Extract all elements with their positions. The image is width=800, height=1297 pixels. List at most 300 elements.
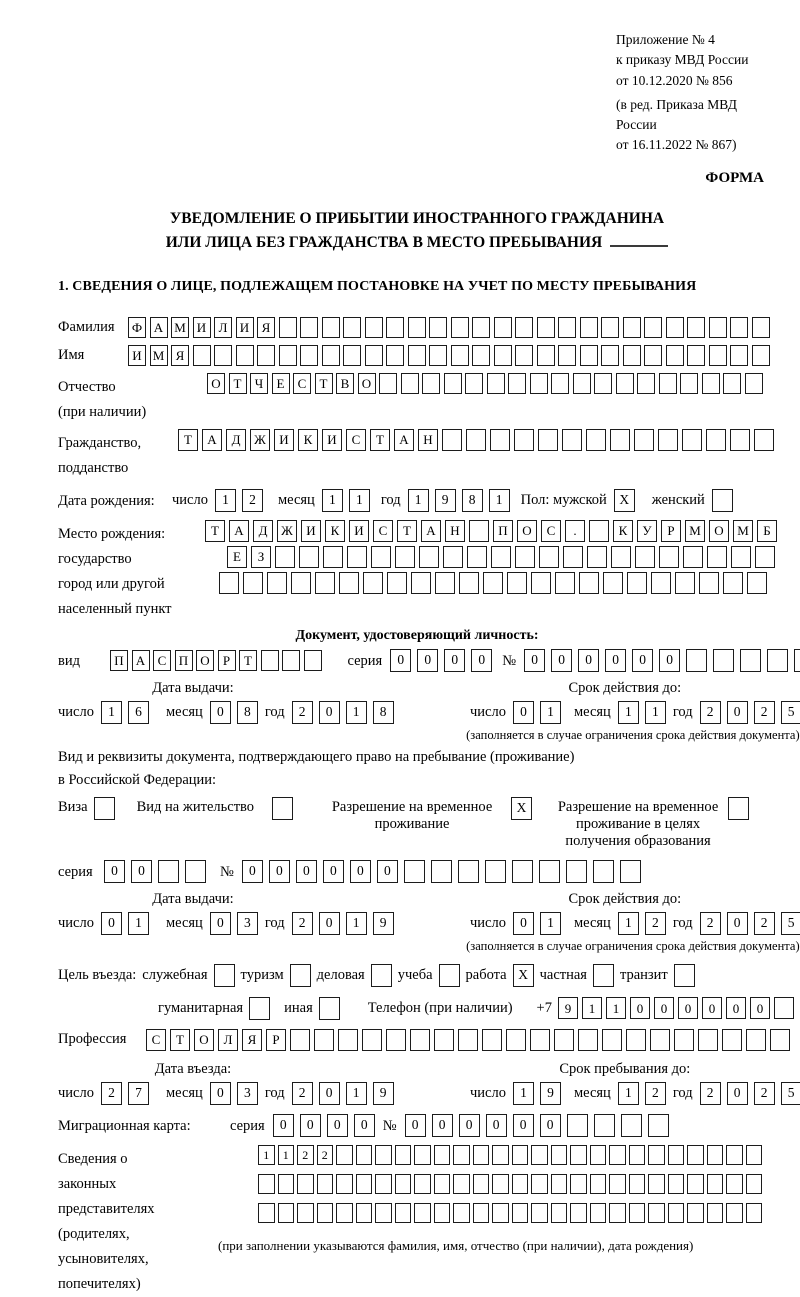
char-cell[interactable] (668, 1174, 685, 1194)
char-cell[interactable]: 1 (645, 701, 666, 724)
char-cell[interactable]: С (373, 520, 393, 542)
purpose-private-checkbox[interactable] (593, 964, 614, 987)
char-cell[interactable] (214, 345, 232, 366)
char-cell[interactable] (573, 373, 591, 394)
char-cell[interactable] (314, 1029, 334, 1051)
birth-place-row3-cells[interactable] (219, 572, 777, 594)
char-cell[interactable]: Н (445, 520, 465, 542)
char-cell[interactable] (746, 1029, 766, 1051)
char-cell[interactable] (601, 317, 619, 338)
char-cell[interactable] (258, 1174, 275, 1194)
char-cell[interactable] (458, 860, 479, 883)
char-cell[interactable] (770, 1029, 790, 1051)
char-cell[interactable]: 0 (750, 997, 770, 1019)
char-cell[interactable] (648, 1145, 665, 1165)
char-cell[interactable]: Д (226, 429, 246, 451)
purpose-study-checkbox[interactable] (439, 964, 460, 987)
char-cell[interactable]: 9 (373, 1082, 394, 1105)
char-cell[interactable]: 8 (373, 701, 394, 724)
char-cell[interactable] (515, 317, 533, 338)
char-cell[interactable] (713, 649, 734, 672)
profession-cells[interactable] (146, 1029, 790, 1051)
char-cell[interactable] (726, 1203, 743, 1223)
char-cell[interactable] (658, 429, 678, 451)
char-cell[interactable]: 9 (558, 997, 578, 1019)
char-cell[interactable] (473, 1145, 490, 1165)
char-cell[interactable] (687, 345, 705, 366)
char-cell[interactable]: А (229, 520, 249, 542)
char-cell[interactable] (279, 317, 297, 338)
char-cell[interactable]: Д (253, 520, 273, 542)
char-cell[interactable]: З (251, 546, 271, 568)
citizenship-cells[interactable] (178, 429, 774, 451)
char-cell[interactable] (594, 373, 612, 394)
char-cell[interactable] (623, 317, 641, 338)
char-cell[interactable] (494, 345, 512, 366)
char-cell[interactable] (472, 345, 490, 366)
purpose-work-checkbox[interactable]: X (513, 964, 534, 987)
char-cell[interactable]: Я (242, 1029, 262, 1051)
migration-series-cells[interactable] (273, 1114, 375, 1137)
char-cell[interactable] (386, 1029, 406, 1051)
char-cell[interactable]: 1 (489, 489, 510, 512)
char-cell[interactable]: 1 (618, 701, 639, 724)
char-cell[interactable]: 8 (237, 701, 258, 724)
char-cell[interactable]: 9 (373, 912, 394, 935)
char-cell[interactable]: 0 (101, 912, 122, 935)
residence-permit-checkbox[interactable] (272, 797, 293, 820)
char-cell[interactable]: 2 (645, 1082, 666, 1105)
char-cell[interactable]: Т (178, 429, 198, 451)
char-cell[interactable]: 2 (292, 912, 313, 935)
char-cell[interactable]: Т (229, 373, 247, 394)
char-cell[interactable]: 0 (210, 701, 231, 724)
char-cell[interactable]: 1 (618, 912, 639, 935)
char-cell[interactable] (537, 345, 555, 366)
char-cell[interactable] (395, 1145, 412, 1165)
char-cell[interactable] (675, 572, 695, 594)
char-cell[interactable] (746, 1145, 763, 1165)
char-cell[interactable] (386, 317, 404, 338)
char-cell[interactable] (562, 429, 582, 451)
char-cell[interactable] (698, 1029, 718, 1051)
char-cell[interactable] (442, 429, 462, 451)
birth-month-cells[interactable] (322, 489, 370, 512)
char-cell[interactable] (507, 572, 527, 594)
char-cell[interactable] (336, 1174, 353, 1194)
char-cell[interactable] (570, 1203, 587, 1223)
gender-male-checkbox[interactable]: X (614, 489, 635, 512)
char-cell[interactable] (261, 650, 279, 671)
permit-valid-month-cells[interactable] (618, 912, 666, 935)
char-cell[interactable] (414, 1145, 431, 1165)
char-cell[interactable] (453, 1203, 470, 1223)
purpose-humanitarian-checkbox[interactable] (249, 997, 270, 1020)
char-cell[interactable]: И (236, 317, 254, 338)
char-cell[interactable]: 0 (377, 860, 398, 883)
char-cell[interactable] (699, 572, 719, 594)
char-cell[interactable] (651, 572, 671, 594)
char-cell[interactable]: 0 (444, 649, 465, 672)
char-cell[interactable] (767, 649, 788, 672)
char-cell[interactable] (444, 373, 462, 394)
char-cell[interactable] (278, 1174, 295, 1194)
char-cell[interactable] (755, 546, 775, 568)
char-cell[interactable] (567, 1114, 588, 1137)
char-cell[interactable] (590, 1174, 607, 1194)
char-cell[interactable] (362, 1029, 382, 1051)
char-cell[interactable]: 0 (319, 912, 340, 935)
purpose-transit-checkbox[interactable] (674, 964, 695, 987)
purpose-tourism-checkbox[interactable] (290, 964, 311, 987)
char-cell[interactable]: Р (266, 1029, 286, 1051)
char-cell[interactable] (483, 572, 503, 594)
char-cell[interactable] (485, 860, 506, 883)
char-cell[interactable] (666, 317, 684, 338)
char-cell[interactable] (754, 429, 774, 451)
char-cell[interactable] (185, 860, 206, 883)
char-cell[interactable]: А (132, 650, 150, 671)
char-cell[interactable] (491, 546, 511, 568)
char-cell[interactable] (746, 1174, 763, 1194)
char-cell[interactable] (554, 1029, 574, 1051)
char-cell[interactable] (410, 1029, 430, 1051)
char-cell[interactable] (408, 317, 426, 338)
char-cell[interactable] (707, 1174, 724, 1194)
char-cell[interactable]: И (322, 429, 342, 451)
char-cell[interactable]: С (346, 429, 366, 451)
char-cell[interactable] (723, 373, 741, 394)
char-cell[interactable] (422, 373, 440, 394)
phone-cells[interactable] (558, 997, 794, 1019)
char-cell[interactable] (401, 373, 419, 394)
char-cell[interactable] (747, 572, 767, 594)
permit-issue-year-cells[interactable] (292, 912, 394, 935)
char-cell[interactable]: 0 (630, 997, 650, 1019)
char-cell[interactable] (551, 1203, 568, 1223)
char-cell[interactable]: 1 (278, 1145, 295, 1165)
birth-day-cells[interactable] (215, 489, 263, 512)
char-cell[interactable] (414, 1174, 431, 1194)
char-cell[interactable] (339, 572, 359, 594)
char-cell[interactable] (304, 650, 322, 671)
char-cell[interactable]: 0 (296, 860, 317, 883)
char-cell[interactable] (467, 546, 487, 568)
permit-issue-month-cells[interactable] (210, 912, 258, 935)
entry-month-cells[interactable] (210, 1082, 258, 1105)
char-cell[interactable]: С (293, 373, 311, 394)
char-cell[interactable]: Т (397, 520, 417, 542)
char-cell[interactable] (451, 317, 469, 338)
char-cell[interactable]: С (541, 520, 561, 542)
char-cell[interactable] (347, 546, 367, 568)
char-cell[interactable] (687, 1203, 704, 1223)
char-cell[interactable]: 2 (700, 912, 721, 935)
char-cell[interactable]: 1 (582, 997, 602, 1019)
char-cell[interactable] (623, 345, 641, 366)
char-cell[interactable] (453, 1145, 470, 1165)
char-cell[interactable] (257, 345, 275, 366)
char-cell[interactable]: С (146, 1029, 166, 1051)
char-cell[interactable] (414, 1203, 431, 1223)
char-cell[interactable] (291, 572, 311, 594)
char-cell[interactable]: 0 (354, 1114, 375, 1137)
char-cell[interactable]: 0 (300, 1114, 321, 1137)
char-cell[interactable]: 1 (128, 912, 149, 935)
char-cell[interactable]: 8 (462, 489, 483, 512)
identity-doc-number-cells[interactable] (524, 649, 800, 672)
char-cell[interactable]: 0 (210, 1082, 231, 1105)
char-cell[interactable] (531, 1174, 548, 1194)
char-cell[interactable] (429, 345, 447, 366)
char-cell[interactable] (578, 1029, 598, 1051)
char-cell[interactable] (709, 317, 727, 338)
permit-valid-day-cells[interactable] (513, 912, 561, 935)
char-cell[interactable] (300, 345, 318, 366)
char-cell[interactable] (566, 860, 587, 883)
char-cell[interactable] (487, 373, 505, 394)
char-cell[interactable] (746, 1203, 763, 1223)
char-cell[interactable] (621, 1114, 642, 1137)
char-cell[interactable] (365, 317, 383, 338)
char-cell[interactable] (434, 1145, 451, 1165)
char-cell[interactable]: 0 (678, 997, 698, 1019)
char-cell[interactable] (451, 345, 469, 366)
char-cell[interactable] (706, 429, 726, 451)
char-cell[interactable] (343, 317, 361, 338)
char-cell[interactable] (629, 1203, 646, 1223)
char-cell[interactable] (297, 1203, 314, 1223)
char-cell[interactable]: 0 (273, 1114, 294, 1137)
purpose-other-checkbox[interactable] (319, 997, 340, 1020)
char-cell[interactable] (322, 345, 340, 366)
char-cell[interactable]: И (301, 520, 321, 542)
char-cell[interactable]: А (394, 429, 414, 451)
char-cell[interactable]: 2 (700, 701, 721, 724)
char-cell[interactable] (686, 649, 707, 672)
char-cell[interactable]: 0 (390, 649, 411, 672)
char-cell[interactable] (707, 1203, 724, 1223)
identity-doc-series-cells[interactable] (390, 649, 492, 672)
char-cell[interactable] (473, 1174, 490, 1194)
char-cell[interactable] (602, 1029, 622, 1051)
char-cell[interactable] (666, 345, 684, 366)
char-cell[interactable] (492, 1174, 509, 1194)
char-cell[interactable] (558, 317, 576, 338)
char-cell[interactable] (723, 572, 743, 594)
char-cell[interactable] (158, 860, 179, 883)
char-cell[interactable] (356, 1145, 373, 1165)
char-cell[interactable]: Ж (277, 520, 297, 542)
char-cell[interactable]: 1 (540, 912, 561, 935)
char-cell[interactable] (429, 317, 447, 338)
char-cell[interactable] (282, 650, 300, 671)
char-cell[interactable]: 0 (727, 1082, 748, 1105)
permit-number-cells[interactable] (242, 860, 641, 883)
surname-cells[interactable] (128, 317, 770, 338)
char-cell[interactable] (601, 345, 619, 366)
char-cell[interactable] (551, 1145, 568, 1165)
char-cell[interactable]: 0 (104, 860, 125, 883)
char-cell[interactable]: Л (214, 317, 232, 338)
char-cell[interactable] (539, 546, 559, 568)
char-cell[interactable]: 0 (417, 649, 438, 672)
char-cell[interactable] (236, 345, 254, 366)
char-cell[interactable] (537, 317, 555, 338)
char-cell[interactable] (740, 649, 761, 672)
permit-issue-day-cells[interactable] (101, 912, 149, 935)
char-cell[interactable] (620, 860, 641, 883)
char-cell[interactable] (752, 317, 770, 338)
char-cell[interactable]: 0 (269, 860, 290, 883)
char-cell[interactable]: Я (171, 345, 189, 366)
char-cell[interactable]: 0 (632, 649, 653, 672)
char-cell[interactable] (290, 1029, 310, 1051)
char-cell[interactable] (707, 1145, 724, 1165)
char-cell[interactable]: 0 (513, 912, 534, 935)
char-cell[interactable]: 0 (319, 1082, 340, 1105)
char-cell[interactable] (579, 572, 599, 594)
char-cell[interactable] (323, 546, 343, 568)
char-cell[interactable]: О (358, 373, 376, 394)
identity-issue-month-cells[interactable] (210, 701, 258, 724)
char-cell[interactable] (506, 1029, 526, 1051)
char-cell[interactable]: А (202, 429, 222, 451)
char-cell[interactable]: И (274, 429, 294, 451)
char-cell[interactable]: И (349, 520, 369, 542)
char-cell[interactable]: 0 (551, 649, 572, 672)
char-cell[interactable] (338, 1029, 358, 1051)
char-cell[interactable] (356, 1203, 373, 1223)
identity-valid-day-cells[interactable] (513, 701, 561, 724)
char-cell[interactable] (730, 345, 748, 366)
char-cell[interactable] (386, 345, 404, 366)
char-cell[interactable] (674, 1029, 694, 1051)
char-cell[interactable]: 1 (540, 701, 561, 724)
char-cell[interactable] (635, 546, 655, 568)
char-cell[interactable]: 1 (101, 701, 122, 724)
char-cell[interactable]: 0 (513, 1114, 534, 1137)
char-cell[interactable]: 2 (101, 1082, 122, 1105)
char-cell[interactable] (648, 1114, 669, 1137)
char-cell[interactable] (531, 572, 551, 594)
char-cell[interactable]: 5 (781, 1082, 800, 1105)
char-cell[interactable]: О (194, 1029, 214, 1051)
char-cell[interactable]: 1 (618, 1082, 639, 1105)
char-cell[interactable] (458, 1029, 478, 1051)
char-cell[interactable]: 2 (292, 701, 313, 724)
char-cell[interactable] (375, 1174, 392, 1194)
char-cell[interactable]: 0 (319, 701, 340, 724)
char-cell[interactable] (512, 1203, 529, 1223)
char-cell[interactable] (375, 1203, 392, 1223)
entry-day-cells[interactable] (101, 1082, 149, 1105)
char-cell[interactable] (336, 1203, 353, 1223)
char-cell[interactable] (395, 1174, 412, 1194)
char-cell[interactable] (267, 572, 287, 594)
char-cell[interactable] (726, 1174, 743, 1194)
char-cell[interactable]: 1 (346, 1082, 367, 1105)
char-cell[interactable] (687, 1145, 704, 1165)
char-cell[interactable] (551, 1174, 568, 1194)
char-cell[interactable] (587, 546, 607, 568)
char-cell[interactable] (659, 546, 679, 568)
char-cell[interactable]: 3 (237, 912, 258, 935)
char-cell[interactable] (616, 373, 634, 394)
char-cell[interactable]: 2 (754, 701, 775, 724)
char-cell[interactable] (469, 520, 489, 542)
char-cell[interactable] (687, 1174, 704, 1194)
migration-number-cells[interactable] (405, 1114, 669, 1137)
char-cell[interactable]: 0 (654, 997, 674, 1019)
identity-doc-kind-cells[interactable] (110, 650, 322, 671)
char-cell[interactable]: К (325, 520, 345, 542)
char-cell[interactable] (243, 572, 263, 594)
representatives-row3-cells[interactable] (258, 1203, 762, 1223)
char-cell[interactable]: 0 (726, 997, 746, 1019)
char-cell[interactable] (512, 1174, 529, 1194)
stay-day-cells[interactable] (513, 1082, 561, 1105)
char-cell[interactable]: 0 (242, 860, 263, 883)
char-cell[interactable] (609, 1145, 626, 1165)
char-cell[interactable] (193, 345, 211, 366)
char-cell[interactable]: Е (227, 546, 247, 568)
char-cell[interactable] (709, 345, 727, 366)
char-cell[interactable]: 2 (700, 1082, 721, 1105)
char-cell[interactable] (539, 860, 560, 883)
char-cell[interactable]: 0 (659, 649, 680, 672)
char-cell[interactable] (610, 429, 630, 451)
char-cell[interactable] (278, 1203, 295, 1223)
char-cell[interactable] (482, 1029, 502, 1051)
char-cell[interactable] (508, 373, 526, 394)
char-cell[interactable] (648, 1174, 665, 1194)
char-cell[interactable] (702, 373, 720, 394)
char-cell[interactable] (634, 429, 654, 451)
char-cell[interactable] (279, 345, 297, 366)
char-cell[interactable]: 0 (578, 649, 599, 672)
char-cell[interactable]: П (110, 650, 128, 671)
char-cell[interactable] (650, 1029, 670, 1051)
char-cell[interactable]: О (207, 373, 225, 394)
char-cell[interactable] (336, 1145, 353, 1165)
char-cell[interactable] (512, 860, 533, 883)
char-cell[interactable] (590, 1203, 607, 1223)
char-cell[interactable]: А (150, 317, 168, 338)
char-cell[interactable] (586, 429, 606, 451)
char-cell[interactable] (434, 1029, 454, 1051)
char-cell[interactable] (530, 373, 548, 394)
char-cell[interactable] (637, 373, 655, 394)
char-cell[interactable] (459, 572, 479, 594)
char-cell[interactable] (644, 317, 662, 338)
char-cell[interactable]: 9 (435, 489, 456, 512)
char-cell[interactable]: Т (170, 1029, 190, 1051)
char-cell[interactable] (644, 345, 662, 366)
char-cell[interactable] (317, 1203, 334, 1223)
entry-year-cells[interactable] (292, 1082, 394, 1105)
char-cell[interactable]: А (421, 520, 441, 542)
char-cell[interactable]: 2 (754, 912, 775, 935)
char-cell[interactable] (589, 520, 609, 542)
char-cell[interactable]: Т (239, 650, 257, 671)
char-cell[interactable]: 1 (349, 489, 370, 512)
char-cell[interactable] (404, 860, 425, 883)
char-cell[interactable] (745, 373, 763, 394)
char-cell[interactable] (668, 1203, 685, 1223)
identity-issue-year-cells[interactable] (292, 701, 394, 724)
char-cell[interactable] (603, 572, 623, 594)
